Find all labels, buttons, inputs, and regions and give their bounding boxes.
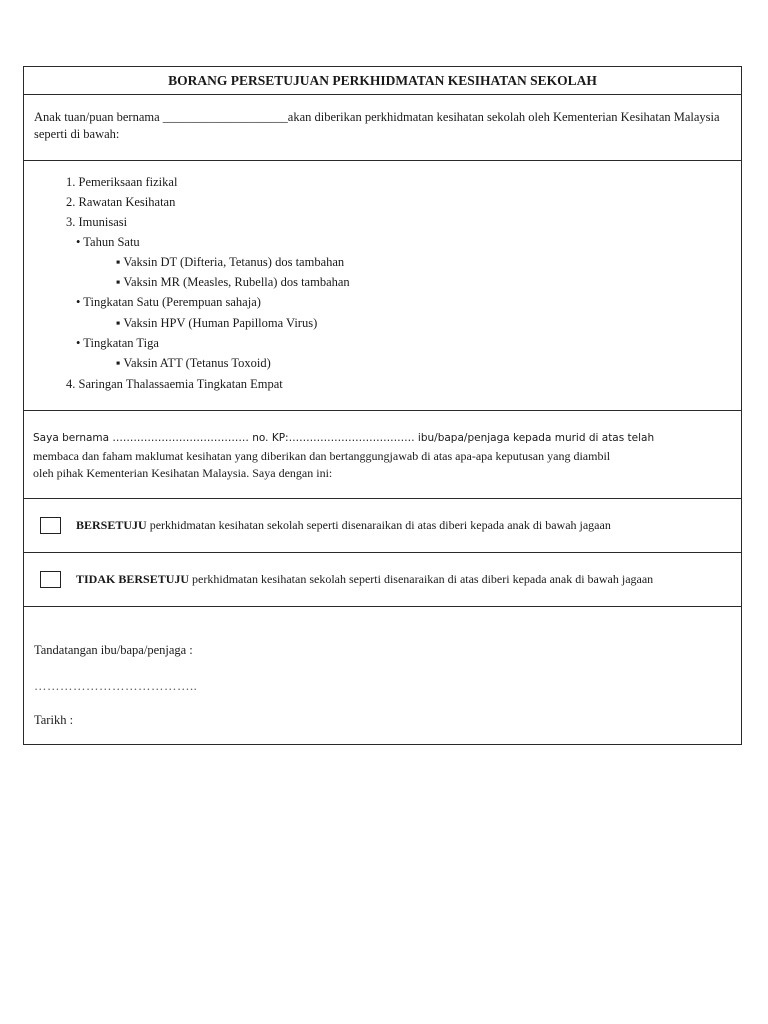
list-item: 3. Imunisasi xyxy=(66,215,128,229)
agree-label-text: perkhidmatan kesihatan sekolah seperti disenaraikan di atas diberi kepada anak di bawah jagaan xyxy=(146,518,611,532)
disagree-label-text: perkhidmatan kesihatan sekolah seperti disenaraikan di atas diberi kepada anak di bawah jagaan xyxy=(189,572,654,586)
form-title: BORANG PERSETUJUAN PERKHIDMATAN KESIHATAN SEKOLAH xyxy=(24,67,741,95)
list-item: ▪ Vaksin HPV (Human Papilloma Virus) xyxy=(116,316,318,330)
disagree-option xyxy=(24,553,741,607)
disagree-checkbox[interactable] xyxy=(40,571,61,588)
agree-label-bold: BERSETUJU xyxy=(76,518,147,532)
list-item: • Tingkatan Satu (Perempuan sahaja) xyxy=(76,295,261,309)
declaration xyxy=(24,411,741,499)
list-item: • Tahun Satu xyxy=(76,235,140,249)
signature-section xyxy=(24,607,741,745)
declaration-line-2: membaca dan faham maklumat kesihatan yang diberikan dan bertanggungjawab di atas apa-apa keputusan yang diambil xyxy=(33,448,611,463)
list-item: ▪ Vaksin DT (Difteria, Tetanus) dos tambahan xyxy=(116,255,345,269)
date-label: Tarikh : xyxy=(34,713,74,727)
disagree-label xyxy=(76,572,653,587)
list-item: 2. Rawatan Kesihatan xyxy=(66,195,176,209)
list-item: 4. Saringan Thalassaemia Tingkatan Empat xyxy=(66,377,283,391)
agree-checkbox[interactable] xyxy=(40,517,61,534)
list-item: ▪ Vaksin ATT (Tetanus Toxoid) xyxy=(116,356,271,370)
disagree-label-bold: TIDAK BERSETUJU xyxy=(76,572,190,586)
agree-label xyxy=(76,518,611,533)
consent-form xyxy=(23,66,742,745)
services-list xyxy=(24,161,741,411)
declaration-line-1: Saya bernama ………………………………… no. KP:……………………………… ibu/bapa/penjaga kepada murid di atas telah xyxy=(33,432,655,444)
agree-option xyxy=(24,499,741,553)
list-item: • Tingkatan Tiga xyxy=(76,336,159,350)
signature-label: Tandatangan ibu/bapa/penjaga : xyxy=(34,643,193,657)
list-item: ▪ Vaksin MR (Measles, Rubella) dos tambahan xyxy=(116,275,350,289)
intro-paragraph: Anak tuan/puan bernama ____________________akan diberikan perkhidmatan kesihatan sekolah oleh Kementerian Kesihatan Malaysia seperti di bawah: xyxy=(24,95,741,161)
declaration-line-3: oleh pihak Kementerian Kesihatan Malaysia. Saya dengan ini: xyxy=(33,466,333,480)
list-item: 1. Pemeriksaan fizikal xyxy=(66,175,178,189)
signature-line[interactable]: ……………………………….. xyxy=(34,679,198,693)
